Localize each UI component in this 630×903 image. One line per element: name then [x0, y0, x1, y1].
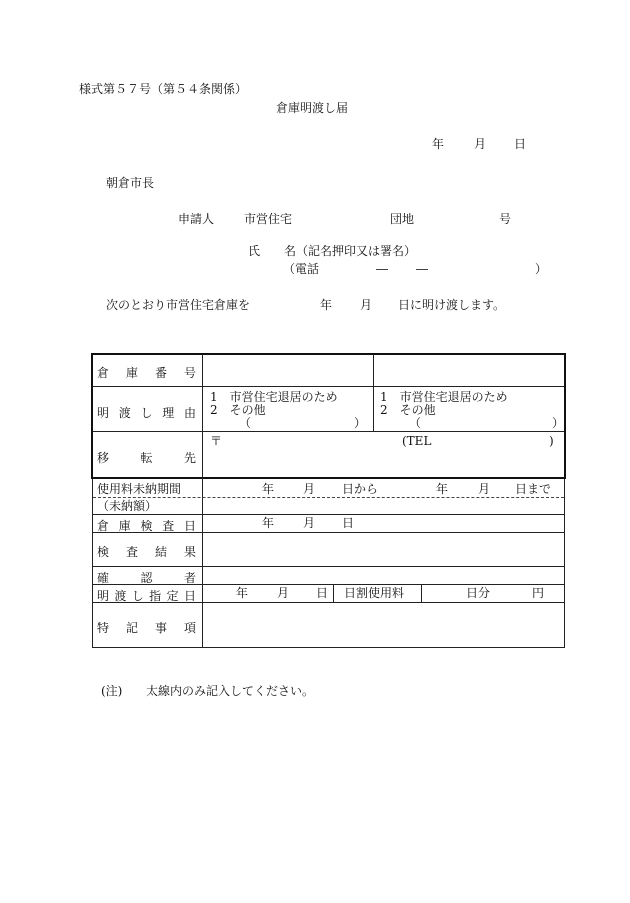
unpaid-amount-label: （未納額）	[97, 499, 158, 513]
label-char: 認	[140, 571, 153, 585]
unpaid-dashed-divider	[93, 497, 564, 498]
date-day-label: 日	[514, 137, 527, 151]
label-char: 番	[154, 366, 167, 380]
reason-option-2-left: 2 その他	[210, 403, 266, 417]
label-char: 庫	[125, 366, 138, 380]
statement-suffix: 日に明け渡します。	[398, 298, 506, 312]
unpaid-period-label: 使用料未納期間	[97, 482, 182, 496]
label-char: 倉	[97, 519, 110, 533]
inspection-year: 年	[262, 516, 275, 530]
unpaid-to-year: 年	[436, 482, 449, 496]
unpaid-from-day: 日から	[342, 482, 379, 496]
label-char: 項	[183, 621, 196, 635]
label-char: 結	[154, 545, 167, 559]
label-char: し	[140, 406, 153, 420]
label-char: 由	[183, 406, 196, 420]
label-char: 先	[183, 451, 196, 465]
label-char: 日	[183, 589, 196, 603]
label-char: 倉	[97, 366, 110, 380]
note-label: (注)	[101, 684, 123, 698]
postal-mark: 〒	[210, 434, 223, 448]
reason-paren-close-right: ）	[552, 416, 565, 430]
row-divider-1	[93, 386, 564, 387]
tel-open-label: (TEL	[402, 434, 432, 448]
label-char: 検	[140, 519, 153, 533]
confirmer-label	[97, 569, 196, 586]
unpaid-to-month: 月	[478, 482, 491, 496]
reason-paren-open-right: （	[409, 416, 422, 430]
table-right-border	[564, 479, 565, 648]
housing-label: 市営住宅	[244, 212, 293, 226]
unpaid-from-year: 年	[262, 482, 275, 496]
name-field-label: 氏 名（記名押印又は署名）	[248, 244, 417, 258]
reason-option-2-right: 2 その他	[380, 403, 436, 417]
label-char: 確	[97, 571, 110, 585]
label-char: 記	[125, 621, 138, 635]
label-char: 渡	[114, 589, 127, 603]
label-char: 渡	[118, 406, 131, 420]
warehouse-number-label	[97, 364, 196, 381]
phone-open-label: （電話	[283, 262, 320, 276]
label-char: 明	[97, 406, 110, 420]
inspection-date-label	[97, 517, 196, 534]
inspection-day: 日	[342, 516, 355, 530]
statement-month: 月	[360, 298, 373, 312]
document-title: 倉庫明渡し届	[276, 101, 349, 115]
label-char: 明	[97, 589, 110, 603]
label-char: 事	[154, 621, 167, 635]
designated-divider-2	[421, 584, 422, 602]
table-bottom-border	[92, 647, 565, 648]
row-divider-3	[93, 514, 564, 515]
remarks-label	[97, 619, 196, 636]
phone-close-label: ）	[535, 262, 548, 276]
label-char: 庫	[118, 519, 131, 533]
bold-split-divider	[373, 355, 374, 431]
tel-close-label: )	[549, 434, 554, 448]
designated-month: 月	[277, 586, 290, 600]
label-column-divider	[202, 355, 203, 647]
inspection-month: 月	[303, 516, 316, 530]
phone-dash-1: ―	[376, 262, 388, 276]
unpaid-from-month: 月	[303, 482, 316, 496]
reason-label	[97, 404, 196, 421]
designated-day: 日	[316, 586, 329, 600]
inspection-result-label	[97, 543, 196, 560]
destination-label	[97, 449, 196, 466]
applicant-label: 申請人	[178, 212, 215, 226]
label-char: 転	[140, 451, 153, 465]
note-text: 太線内のみ記入してください。	[146, 684, 315, 698]
label-char: 果	[183, 545, 196, 559]
designated-date-label	[97, 587, 196, 604]
room-number-label: 号	[499, 212, 512, 226]
unpaid-to-day: 日まで	[515, 482, 552, 496]
statement-year: 年	[320, 298, 333, 312]
label-char: 特	[97, 621, 110, 635]
statement-prefix: 次のとおり市営住宅倉庫を	[106, 298, 251, 312]
date-month-label: 月	[474, 137, 487, 151]
form-number: 様式第５７号（第５４条関係）	[79, 82, 248, 96]
label-char: 検	[97, 545, 110, 559]
row-divider-5	[93, 566, 564, 567]
label-char: 指	[149, 589, 162, 603]
daily-fee-label: 日割使用料	[344, 586, 405, 600]
table-left-border	[92, 479, 93, 648]
reason-paren-close-left: ）	[354, 416, 367, 430]
date-year-label: 年	[432, 137, 445, 151]
label-char: 者	[183, 571, 196, 585]
designated-year: 年	[236, 586, 249, 600]
daily-fee-days: 日分	[466, 586, 491, 600]
reason-option-1-left: 1 市営住宅退居のため	[210, 390, 338, 404]
designated-divider-1	[333, 584, 334, 602]
daily-fee-yen: 円	[532, 586, 545, 600]
label-char: し	[131, 589, 144, 603]
reason-paren-open-left: （	[239, 416, 252, 430]
addressee: 朝倉市長	[106, 176, 155, 190]
label-char: 定	[166, 589, 179, 603]
label-char: 号	[183, 366, 196, 380]
label-char: 査	[125, 545, 138, 559]
row-divider-2	[93, 431, 564, 432]
phone-dash-2: ―	[416, 262, 428, 276]
label-char: 査	[162, 519, 175, 533]
label-char: 理	[162, 406, 175, 420]
label-char: 移	[97, 451, 110, 465]
danchi-label: 団地	[390, 212, 415, 226]
reason-option-1-right: 1 市営住宅退居のため	[380, 390, 508, 404]
label-char: 日	[183, 519, 196, 533]
